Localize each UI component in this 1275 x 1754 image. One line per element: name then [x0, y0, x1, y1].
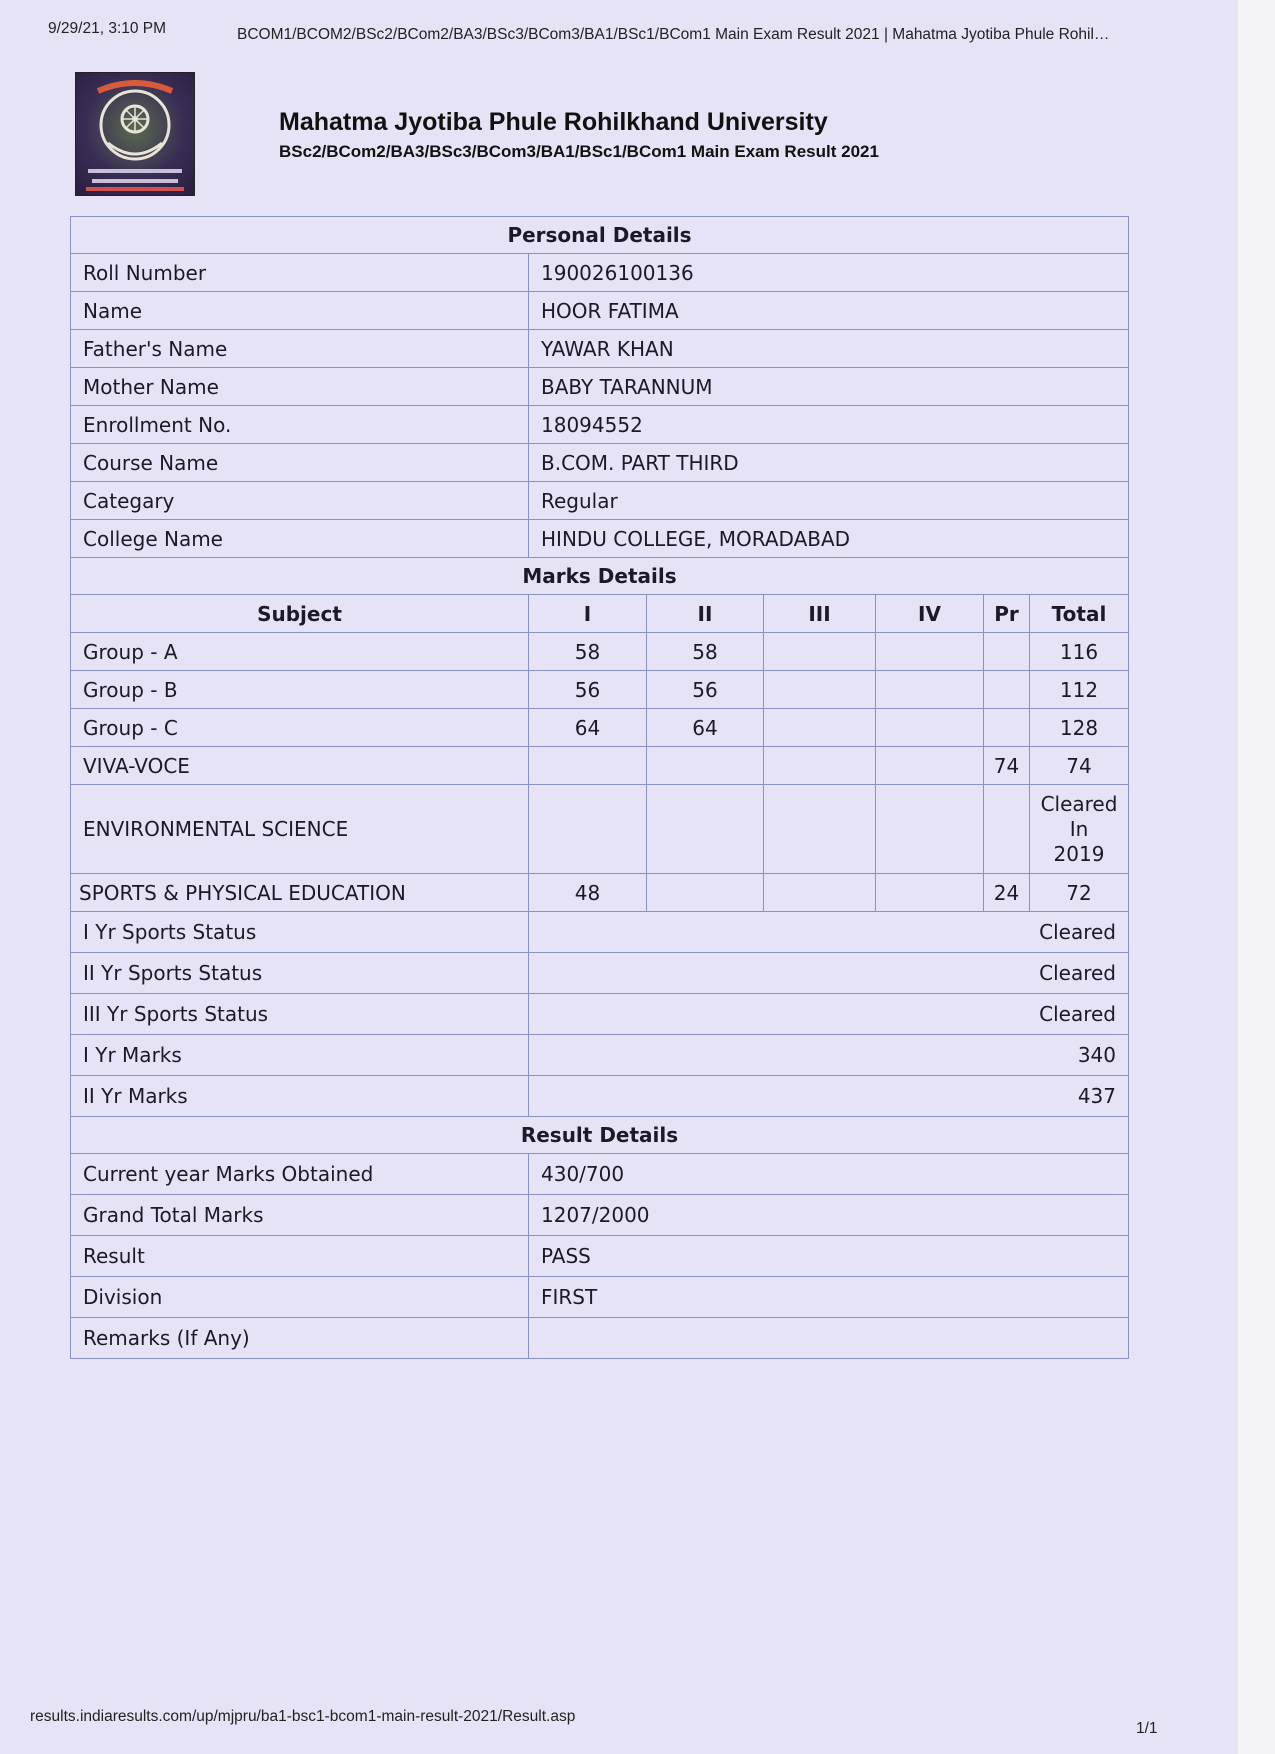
- mark-iii: [764, 633, 876, 671]
- enrollment-label: Enrollment No.: [71, 406, 529, 444]
- mark-ii: [647, 747, 764, 785]
- subject-name: VIVA-VOCE: [71, 747, 529, 785]
- table-row: [71, 1195, 1129, 1236]
- table-row: [71, 709, 1129, 747]
- mark-total: 74: [1030, 747, 1129, 785]
- mark-total: 128: [1030, 709, 1129, 747]
- current-marks-label: Current year Marks Obtained: [71, 1154, 529, 1195]
- mother-name-label: Mother Name: [71, 368, 529, 406]
- mark-ii: 56: [647, 671, 764, 709]
- remarks-value: [529, 1318, 1129, 1359]
- subject-name: Group - B: [71, 671, 529, 709]
- mark-pr: [984, 671, 1030, 709]
- grand-total-label: Grand Total Marks: [71, 1195, 529, 1236]
- col-header-i: I: [529, 595, 647, 633]
- table-row: [71, 1154, 1129, 1195]
- col-header-pr: Pr: [984, 595, 1030, 633]
- table-row: [71, 912, 1129, 953]
- table-row: [71, 1035, 1129, 1076]
- subject-name: SPORTS & PHYSICAL EDUCATION: [71, 874, 529, 912]
- footer-page-number: 1/1: [1136, 1720, 1158, 1737]
- col-header-ii: II: [647, 595, 764, 633]
- mark-i: 64: [529, 709, 647, 747]
- mark-iii: [764, 709, 876, 747]
- mark-iii: [764, 671, 876, 709]
- name-label: Name: [71, 292, 529, 330]
- table-row: [71, 1076, 1129, 1117]
- year-marks-label: I Yr Marks: [71, 1035, 529, 1076]
- exam-title: BSc2/BCom2/BA3/BSc3/BCom3/BA1/BSc1/BCom1 Main Exam Result 2021: [279, 142, 879, 161]
- current-marks-value: 430/700: [529, 1154, 1129, 1195]
- mark-pr: [984, 785, 1030, 874]
- mark-ii: [647, 785, 764, 874]
- course-name-value: B.COM. PART THIRD: [529, 444, 1129, 482]
- mark-i: 56: [529, 671, 647, 709]
- table-row: [71, 292, 1129, 330]
- father-name-label: Father's Name: [71, 330, 529, 368]
- mark-total: 72: [1030, 874, 1129, 912]
- mark-iv: [876, 671, 984, 709]
- mark-ii: [647, 874, 764, 912]
- mark-pr: [984, 709, 1030, 747]
- father-name-value: YAWAR KHAN: [529, 330, 1129, 368]
- course-name-label: Course Name: [71, 444, 529, 482]
- total-line: Cleared: [1040, 791, 1118, 816]
- mark-iv: [876, 633, 984, 671]
- table-row: [71, 482, 1129, 520]
- mark-iii: [764, 874, 876, 912]
- mark-i: [529, 747, 647, 785]
- col-header-subject: Subject: [71, 595, 529, 633]
- total-line: 2019: [1053, 841, 1105, 866]
- section-header-result: [71, 1117, 1129, 1154]
- sports-status-label: II Yr Sports Status: [71, 953, 529, 994]
- college-name-label: College Name: [71, 520, 529, 558]
- table-row: [71, 874, 1129, 912]
- mark-pr: 24: [984, 874, 1030, 912]
- mark-total: 116: [1030, 633, 1129, 671]
- mark-iii: [764, 785, 876, 874]
- mark-pr: [984, 633, 1030, 671]
- mark-ii: 58: [647, 633, 764, 671]
- category-value: Regular: [529, 482, 1129, 520]
- sports-status-label: I Yr Sports Status: [71, 912, 529, 953]
- table-row: [71, 747, 1129, 785]
- mark-total: [1030, 785, 1129, 874]
- marks-details-heading: Marks Details: [71, 558, 1129, 595]
- table-row: [71, 368, 1129, 406]
- table-row: [71, 994, 1129, 1035]
- remarks-label: Remarks (If Any): [71, 1318, 529, 1359]
- grand-total-value: 1207/2000: [529, 1195, 1129, 1236]
- result-details-heading: Result Details: [71, 1117, 1129, 1154]
- year-marks-value: 340: [529, 1035, 1129, 1076]
- table-row: [71, 633, 1129, 671]
- result-label: Result: [71, 1236, 529, 1277]
- page-edge: [1238, 0, 1275, 1754]
- division-label: Division: [71, 1277, 529, 1318]
- personal-details-heading: Personal Details: [71, 217, 1129, 254]
- mark-iii: [764, 747, 876, 785]
- subject-name: Group - C: [71, 709, 529, 747]
- footer-url: results.indiaresults.com/up/mjpru/ba1-bsc1-bcom1-main-result-2021/Result.asp: [30, 1708, 576, 1725]
- mark-pr: 74: [984, 747, 1030, 785]
- division-value: FIRST: [529, 1277, 1129, 1318]
- col-header-total: Total: [1030, 595, 1129, 633]
- mark-i: 48: [529, 874, 647, 912]
- table-row: [71, 444, 1129, 482]
- university-emblem-icon: [75, 72, 195, 196]
- sports-status-value: Cleared: [529, 953, 1129, 994]
- col-header-iii: III: [764, 595, 876, 633]
- mark-iv: [876, 709, 984, 747]
- name-value: HOOR FATIMA: [529, 292, 1129, 330]
- table-row: [71, 1318, 1129, 1359]
- subject-name: Group - A: [71, 633, 529, 671]
- col-header-iv: IV: [876, 595, 984, 633]
- mark-iv: [876, 785, 984, 874]
- college-name-value: HINDU COLLEGE, MORADABAD: [529, 520, 1129, 558]
- table-row: [71, 953, 1129, 994]
- roll-number-value: 190026100136: [529, 254, 1129, 292]
- table-row: [71, 254, 1129, 292]
- mark-iv: [876, 874, 984, 912]
- sports-status-value: Cleared: [529, 912, 1129, 953]
- mark-iv: [876, 747, 984, 785]
- mother-name-value: BABY TARANNUM: [529, 368, 1129, 406]
- result-value: PASS: [529, 1236, 1129, 1277]
- mark-total: 112: [1030, 671, 1129, 709]
- print-page-title: BCOM1/BCOM2/BSc2/BCom2/BA3/BSc3/BCom3/BA1/BSc1/BCom1 Main Exam Result 2021 | Mahatma Jyotiba Phule Rohil…: [237, 26, 1110, 43]
- table-row: [71, 671, 1129, 709]
- sports-status-value: Cleared: [529, 994, 1129, 1035]
- year-marks-label: II Yr Marks: [71, 1076, 529, 1117]
- sports-status-label: III Yr Sports Status: [71, 994, 529, 1035]
- section-header-personal: [71, 217, 1129, 254]
- enrollment-value: 18094552: [529, 406, 1129, 444]
- university-name: Mahatma Jyotiba Phule Rohilkhand University: [279, 108, 828, 136]
- year-marks-value: 437: [529, 1076, 1129, 1117]
- mark-ii: 64: [647, 709, 764, 747]
- subject-name: ENVIRONMENTAL SCIENCE: [71, 785, 529, 874]
- table-row: [71, 1277, 1129, 1318]
- category-label: Categary: [71, 482, 529, 520]
- print-datetime: 9/29/21, 3:10 PM: [48, 20, 167, 37]
- table-row: [71, 1236, 1129, 1277]
- table-row: [71, 520, 1129, 558]
- result-table: [70, 216, 1129, 1359]
- marks-column-headers: [71, 595, 1129, 633]
- mark-i: 58: [529, 633, 647, 671]
- total-line: In: [1069, 816, 1089, 841]
- section-header-marks: [71, 558, 1129, 595]
- mark-i: [529, 785, 647, 874]
- table-row: [71, 785, 1129, 874]
- roll-number-label: Roll Number: [71, 254, 529, 292]
- table-row: [71, 330, 1129, 368]
- table-row: [71, 406, 1129, 444]
